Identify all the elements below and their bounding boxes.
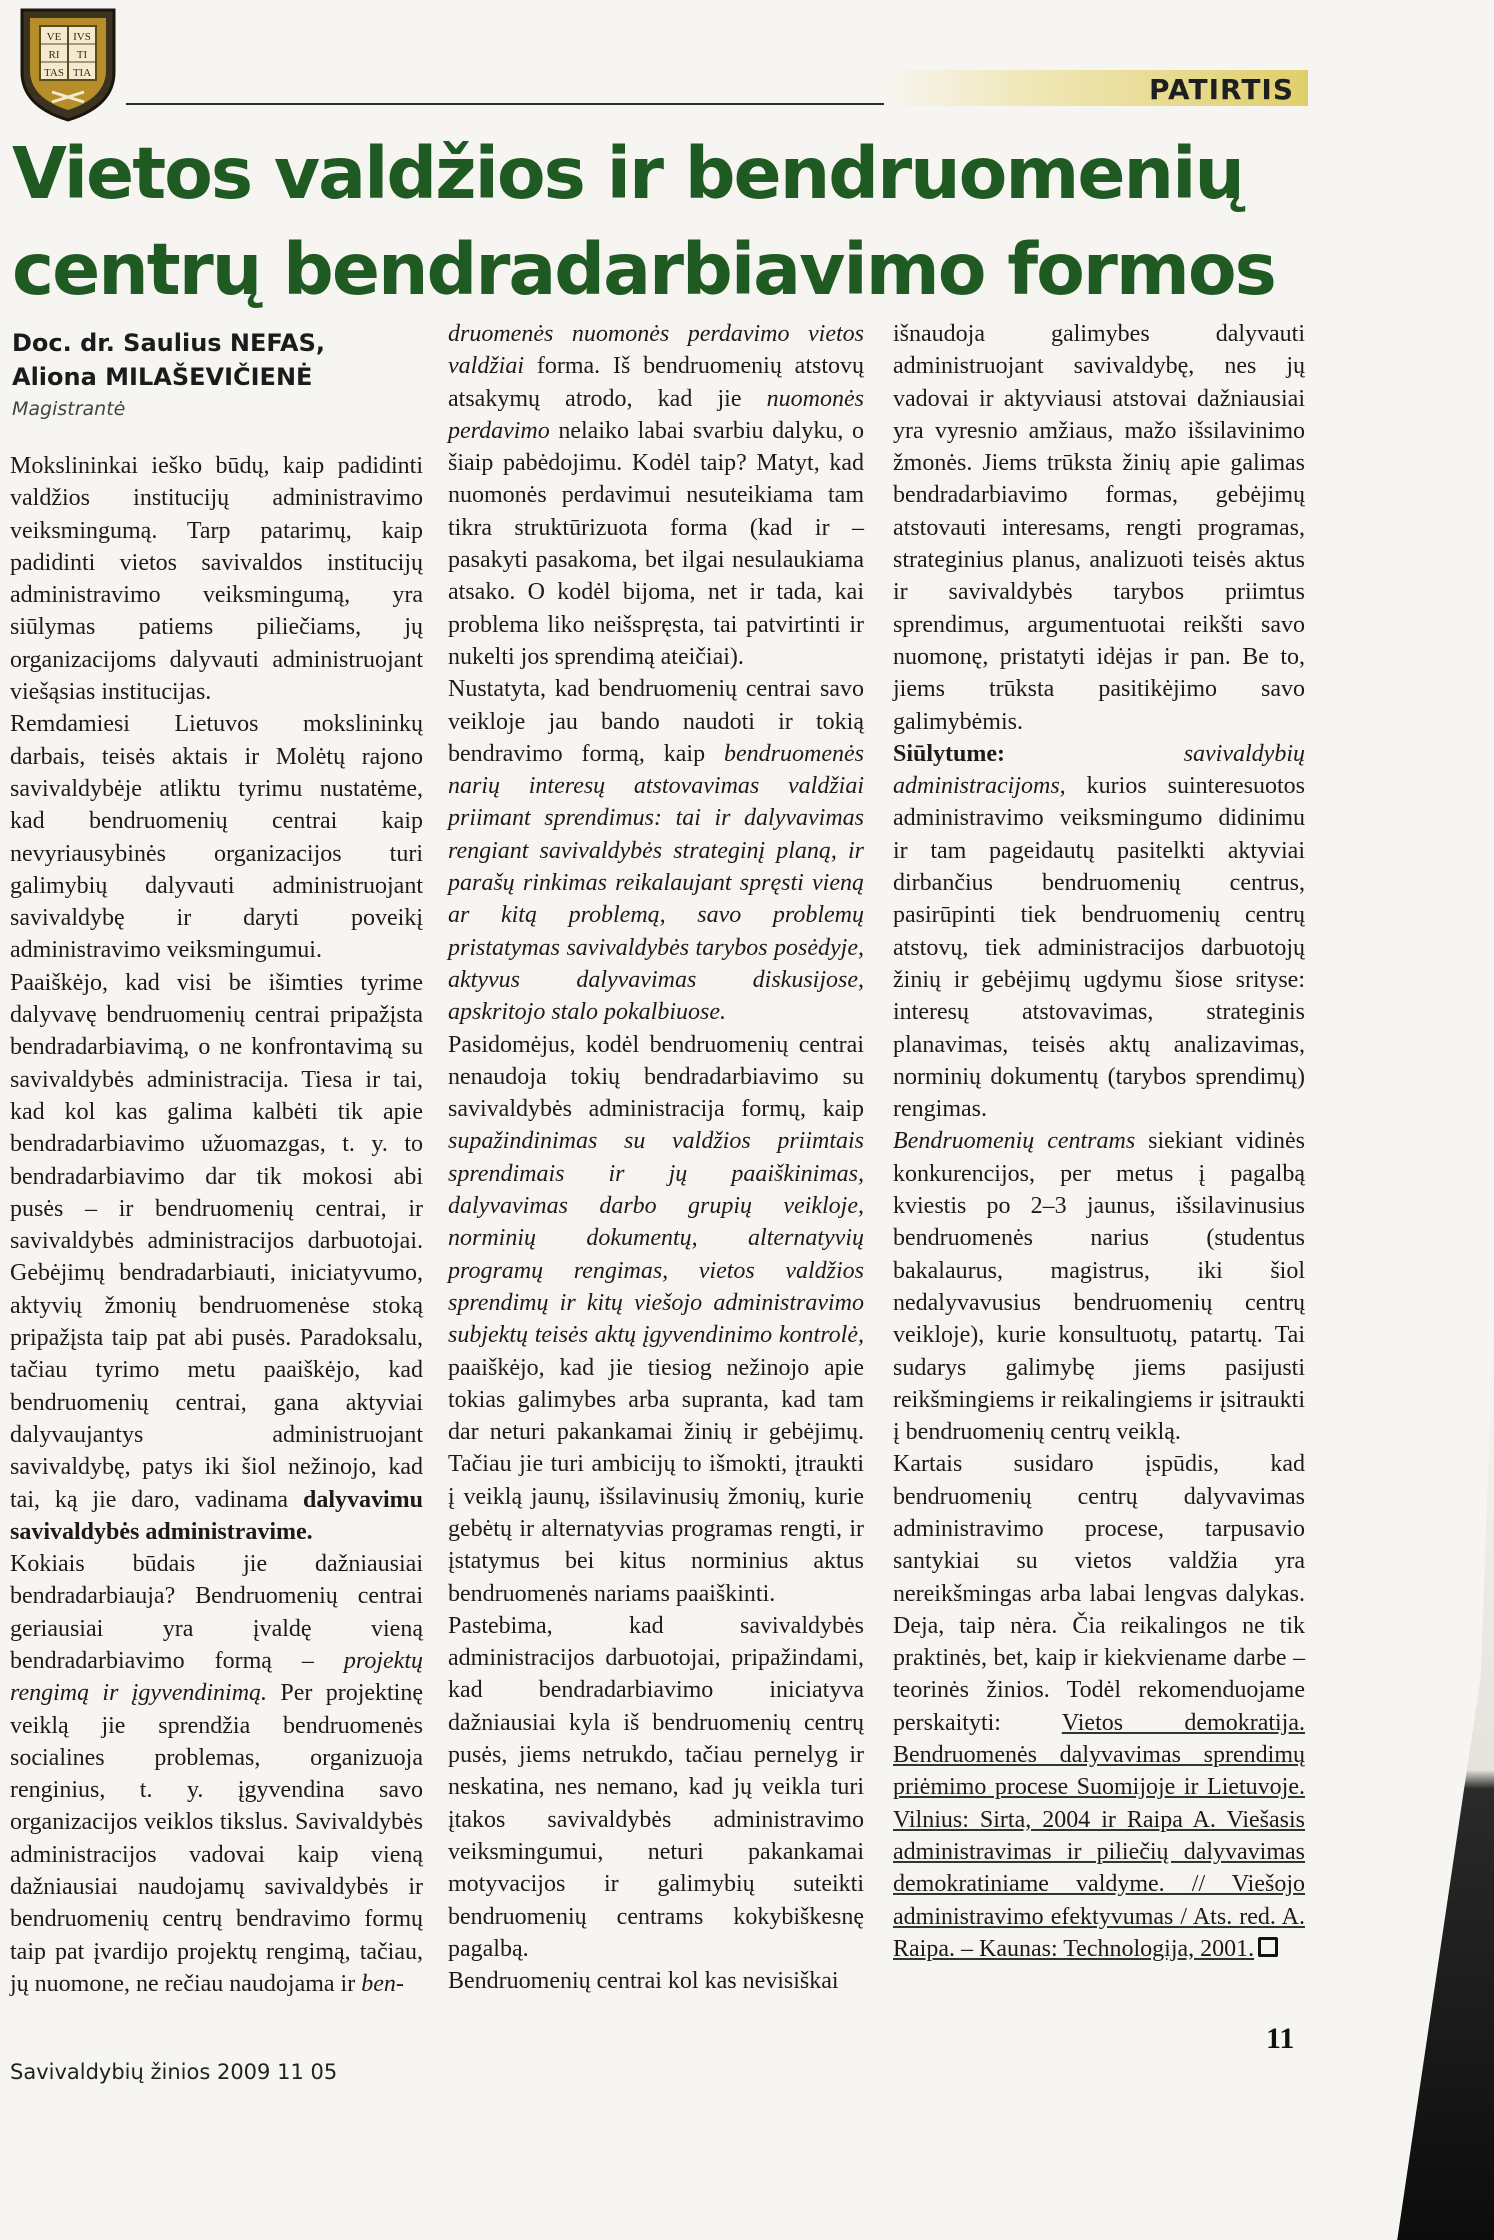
crest-text: IVS <box>73 31 91 43</box>
crest-text: TI <box>76 49 88 61</box>
byline <box>12 326 432 424</box>
paragraph: Remdamiesi Lietuvos mokslininkų darbais, teisės aktais ir Molėtų rajono savivaldybėje atliktu tyrimu nustatėme, kad bendruomenių centrai kaip nevyriausybinės organizacijos turi galimybių dalyvauti administruojant savivaldybę ir daryti poveikį administravimo veiksmingumui. <box>10 711 423 964</box>
paragraph: Bendruomenių centrams siekiant vidinės konkurencijos, per metus į pagalbą kviestis po 2–3 jaunus, išsilavinusius bendruomenės narius (studentus bakalaurus, magistrus, iki šiol nedalyvavusius bendruomenių centrų veikloje), kurie konsultuotų, patartų. Tai sudarys galimybę jiems pasijusti reikšmingiems ir reikalingiems ir įsitraukti į bendruomenių centrų veiklą. <box>893 1128 1305 1446</box>
emphasis-italic: bendruomenės narių interesų atstovavimas valdžiai priimant sprendimus: tai ir dalyvavimas rengiant savivaldybės strateginį planą, ir parašų rinkimas reikalaujant spręsti vieną ar kitą problemą, savo problemų pristatymas savivaldybės tarybos posėdyje, aktyvus dalyvavimas diskusijose, apskritojo stalo pokalbiuose. <box>448 740 864 1026</box>
emphasis-italic: projektų rengimą ir įgyvendinimą. <box>10 1647 423 1707</box>
article-column-1 <box>10 450 423 2000</box>
article-column-2 <box>448 318 864 1997</box>
reference-citation: Vietos demokratija. Bendruomenės dalyvavimas sprendimų priėmimo procese Suomijoje ir Lietuvoje. Vilnius: Sirta, 2004 ir Raipa A. Viešasis administravimas ir piliečių dalyvavimas demokratiniame valdyme. // Viešojo administravimo efektyvumas / Ats. red. A. Raipa. – Kaunas: Technologija, 2001. <box>893 1709 1306 1962</box>
crest-text: TAS <box>44 67 64 79</box>
crest-text: TIA <box>72 67 92 79</box>
paragraph: Pastebima, kad savivaldybės administracijos darbuotojai, pripažindami, kad bendradarbiavimo iniciatyva dažniausiai kyla iš bendruomenių centrų pusės, jiems netrukdo, tačiau pernelyg ir neskatina, nes nemano, kad jų veikla turi įtakos savivaldybės administravimo veiksmingumui, neturi pakankamai motyvacijos ir galimybių suteikti bendruomenių centrams kokybiškesnę pagalbą. <box>448 1612 864 1962</box>
paragraph: Nustatyta, kad bendruomenių centrai savo veikloje jau bando naudoti ir tokią bendravimo formą, kaip bendruomenės narių interesų atstovavimas valdžiai priimant sprendimus: tai ir dalyvavimas rengiant savivaldybės strateginį planą, ir parašų rinkimas reikalaujant spręsti vieną ar kitą problemą, savo problemų pristatymas savivaldybės tarybos posėdyje, aktyvus dalyvavimas diskusijose, apskritojo stalo pokalbiuose. <box>448 676 864 1026</box>
paragraph: išnaudoja galimybes dalyvauti administruojant savivaldybę, nes jų vadovai ir aktyviausi atstovai dažniausiai yra vyresnio amžiaus, mažo išsilavinimo žmonės. Jiems trūksta žinių apie galimas bendradarbiavimo formas, gebėjimų atstovauti interesams, rengti programas, strateginius planus, analizuoti teisės aktus ir savivaldybės tarybos priimtus sprendimus, argumentuotai reikšti savo nuomonę, pristatyti idėjas ir pan. Be to, jiems trūksta pasitikėjimo savo galimybėmis. <box>893 321 1305 735</box>
author-2: Aliona MILAŠEVIČIENĖ <box>12 363 313 391</box>
crest-logo <box>16 6 120 124</box>
author-role: Magistrantė <box>12 398 126 420</box>
emphasis-italic: Bendruomenių centrams <box>893 1128 1136 1155</box>
end-of-article-icon <box>1258 1937 1278 1957</box>
crest-text: VE <box>46 31 62 43</box>
paragraph: Bendruomenių centrai kol kas nevisiškai <box>448 1968 839 1995</box>
section-tag <box>884 70 1308 106</box>
author-1: Doc. dr. Saulius NEFAS, <box>12 329 326 357</box>
emphasis-bold: dalyvavimu savivaldybės administravime. <box>10 1486 423 1545</box>
footer-publication: Savivaldybių žinios 2009 11 05 <box>10 2060 338 2084</box>
page-number: 11 <box>1266 2022 1295 2055</box>
paragraph: Kartais susidaro įspūdis, kad bendruomenių centrų dalyvavimas administravimo procese, tarpusavio santykiai su vietos valdžia yra nereikšmingas arba labai lengvas dalykas. Deja, taip nėra. Čia reikalingos ne tik praktinės, bet, kaip ir kiekviename darbe – teorinės žinios. Todėl rekomenduojame perskaityti: Vietos demokratija. Bendruomenės dalyvavimas sprendimų priėmimo procese Suomijoje ir Lietuvoje. Vilnius: Sirta, 2004 ir Raipa A. Viešasis administravimas ir piliečių dalyvavimas demokratiniame valdyme. // Viešojo administravimo efektyvumas / Ats. red. A. Raipa. – Kaunas: Technologija, 2001. <box>893 1451 1306 1962</box>
scan-edge-shadow <box>1384 1300 1494 2240</box>
crest-text: RI <box>48 49 60 61</box>
emphasis-italic: supažindinimas su valdžios priimtais sprendimais ir jų paaiškinimas, dalyvavimas darbo grupių veikloje, norminių dokumentų, alternatyvių programų rengimas, vietos valdžios sprendimų ir kitų viešojo administravimo subjektų teisės aktų įgyvendinimo kontrolė, <box>448 1128 864 1349</box>
section-tag-label: PATIRTIS <box>1149 73 1294 106</box>
paragraph: Pasidomėjus, kodėl bendruomenių centrai nenaudoja tokių bendradarbiavimo su savivaldybės administracija formų, kaip supažindinimas su valdžios priimtais sprendimais ir jų paaiškinimas, dalyvavimas darbo grupių veikloje, norminių dokumentų, alternatyvių programų rengimas, vietos valdžios sprendimų ir kitų viešojo administravimo subjektų teisės aktų įgyvendinimo kontrolė, paaiškėjo, kad jie tiesiog nežinojo apie tokias galimybes arba supranta, kad tam dar neturi pakankamai žinių ir gebėjimų. Tačiau jie turi ambicijų to išmokti, įtraukti į veiklą jaunų, išsilavinusių žmonių, kurie gebėtų ir alternatyvias programas rengti, ir įstatymus bei kitus norminius aktus bendruomenės nariams paaiškinti. <box>448 1031 864 1607</box>
paragraph: Siūlytume: savivaldybių administracijoms, kurios suinteresuotos administravimo veiksmingumo didinimu ir tam pageidautų pasitelkti aktyviai dirbančius bendruomenių centrus, pasirūpinti tiek bendruomenių centrų atstovų, tiek administracijos darbuotojų žinių ir gebėjimų ugdymu šiose srityse: interesų atstovavimas, strateginis planavimas, teisės aktų analizavimas, norminių dokumentų (tarybos sprendimų) rengimas. <box>893 740 1305 1123</box>
emphasis-bold: Siūlytume: <box>893 740 1006 767</box>
article-headline: Vietos valdžios ir bendruomenių centrų bendradarbiavimo formos <box>12 132 1275 311</box>
paragraph: Mokslininkai ieško būdų, kaip padidinti valdžios institucijų administravimo veiksmingumą. Tarp patarimų, kaip padidinti vietos savivaldos institucijų administravimo veiksmingumą, yra siūlymas patiems piliečiams, jų organizacijoms dalyvauti administruojant viešąsias institucijas. <box>10 453 423 706</box>
paragraph: Kokiais būdais jie dažniausiai bendradarbiauja? Bendruomenių centrai geriausiai yra įvaldę vieną bendradarbiavimo formą – projektų rengimą ir įgyvendinimą. Per projektinę veiklą jie sprendžia bendruomenės socialines problemas, organizuoja renginius, t. y. įgyvendina savo organizacijos veiklos tikslus. Savivaldybės administracijos vadovai kaip vieną dažniausiai naudojamų savivaldybės ir bendruomenių centrų bendravimo formų taip pat įvardijo projektų rengimą, tačiau, jų nuomone, ne rečiau naudojama ir ben- <box>10 1551 424 1997</box>
paragraph: druomenės nuomonės perdavimo vietos valdžiai forma. Iš bendruomenių atstovų atsakymų atrodo, kad jie nuomonės perdavimo nelaiko labai svarbiu dalyku, o šiaip pabėdojimu. Kodėl taip? Matyt, kad nuomonės perdavimui nesuteikiama tam tikra struktūrizuota forma (kad ir – pasakyti pasakoma, bet ilgai nesulaukiama atsako. O kodėl bijoma, net ir tada, kai problema liko neišspręsta, tai patvirtinti ir nukelti jos sprendimą ateičiai). <box>448 321 864 670</box>
article-column-3 <box>893 318 1305 1965</box>
paragraph: Paaiškėjo, kad visi be išimties tyrime dalyvavę bendruomenių centrai pripažįsta bendradarbiavimą, o ne konfrontavimą su savivaldybės administracija. Tiesa ir tai, kad kol kas galima kalbėti tik apie bendradarbiavimo užuomazgas, t. y. to bendradarbiavimo dar tik mokosi abi pusės – ir bendruomenių centrai, ir savivaldybės administracijos darbuotojai. Gebėjimų bendradarbiauti, iniciatyvumo, aktyvių žmonių bendruomenėse stoką pripažįsta taip pat abi pusės. Paradoksalu, tačiau tyrimo metu paaiškėjo, kad bendruomenių centrai, gana aktyviai dalyvaujantys administruojant savivaldybę, patys iki šiol nežinojo, kad tai, ką jie daro, vadinama dalyvavimu savivaldybės administravime. <box>10 969 423 1545</box>
